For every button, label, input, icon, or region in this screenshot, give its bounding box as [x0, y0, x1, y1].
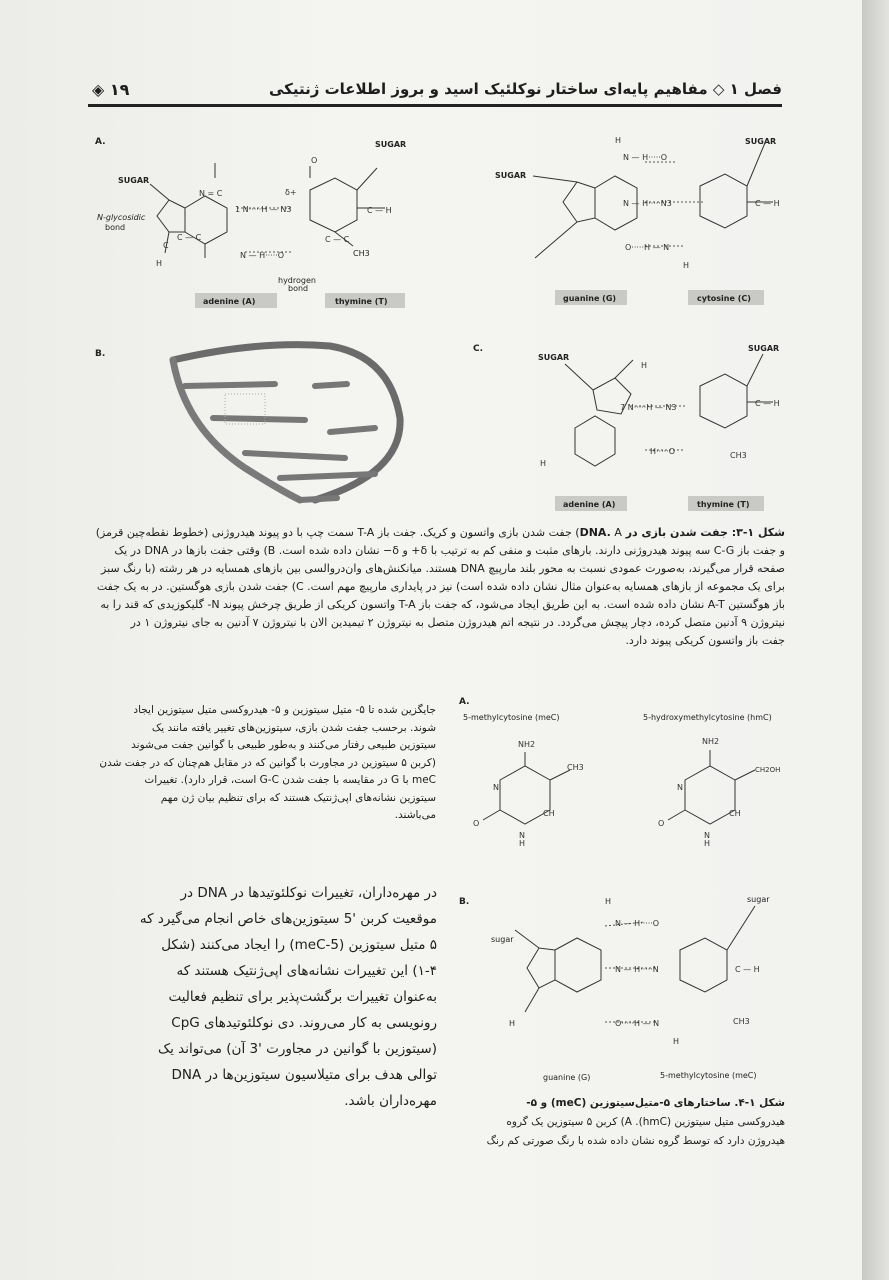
body-paragraph [85, 880, 437, 1114]
fig4-sugar-label-2: sugar [747, 895, 770, 904]
chapter-title: فصل ۱ ◇ مفاهیم پایه‌ای ساختار نوکلئیک اسید و بروز اطلاعات ژنتیکی [268, 80, 782, 98]
fig3-cytosine-label: cytosine (C) [697, 294, 751, 303]
fig3-ch3-label: CH3 [353, 249, 370, 258]
fig3-thymine-label-2: thymine (T) [697, 500, 750, 509]
figure-1-4 [455, 692, 785, 1084]
header-rule [88, 104, 782, 107]
svg-text:H: H [156, 259, 163, 268]
svg-text:H: H [704, 839, 711, 848]
fig3-sugar-label-2: SUGAR [375, 140, 407, 149]
running-header [88, 76, 782, 106]
page-number-value: ۱۹ [109, 80, 130, 99]
svg-text:C — C: C — C [325, 235, 350, 244]
fig3-panel-c-label: C. [473, 344, 484, 354]
svg-text:CH: CH [543, 809, 555, 818]
svg-text:H: H [509, 1019, 516, 1028]
fig3-hydrogen-label: hydrogen [278, 276, 316, 285]
fig3-sugar-label-6: SUGAR [748, 344, 780, 353]
side-line: شوند. برحسب جفت شدن بازی، سیتوزین‌های تغییر یافته مانند یک [151, 721, 436, 734]
body-line: رونویسی به کار می‌روند. دی نوکلئوتیدهای CpG [171, 1015, 437, 1031]
fig4-caption-line: هیدروکسی متیل سیتوزین (hmC). A) کربن ۵ سیتوزین یک گروه [506, 1116, 785, 1128]
svg-text:H: H [605, 897, 612, 906]
svg-text:1 N·····H — N3: 1 N·····H — N3 [235, 205, 292, 214]
methylcytosine-structures [483, 750, 755, 824]
body-line: موقعیت کربن '5 سیتوزین‌های خاص انجام می‌گیرد که [139, 911, 437, 927]
fig3-bond-label: bond [105, 223, 126, 232]
fig4-hmc-label: 5-hydroxymethylcytosine (hmC) [643, 713, 772, 722]
figure-1-3 [85, 128, 785, 518]
caption-line: برای یک مجموعه از بازهای همسایه به‌عنوان مثال نشان داده شده است) نیز در پایداری مارپیچ مهم است. C) جفت شدن بازی هوگستین. در به یک جفت [96, 580, 785, 593]
fig4-nh2-label: NH2 [518, 740, 536, 749]
fig4-panel-b-label: B. [459, 897, 470, 907]
caption-line [93, 524, 785, 542]
body-line: به‌عنوان تغییرات برگشت‌پذیر برای تنظیم فعالیت [168, 989, 437, 1005]
side-line: جایگزین شده تا ۵- متیل سیتوزین و ۵- هیدروکسی متیل سیتوزین ایجاد [133, 704, 436, 716]
svg-text:O·····H — N: O·····H — N [615, 1019, 660, 1028]
svg-text:N: N [677, 783, 683, 792]
svg-text:C — H: C — H [367, 206, 392, 215]
svg-text:H: H [683, 261, 690, 270]
fig4-caption-line: هیدروژن دارد که توسط گروه نشان داده شده با رنگ صورتی کم رنگ [486, 1135, 785, 1147]
svg-text:CH3: CH3 [567, 763, 584, 772]
figure-1-4-caption [455, 1094, 785, 1151]
side-line: meC با G در مقایسه با جفت شدن G-C است، قرار دارد). تغییرات [144, 774, 436, 786]
svg-text:C — H: C — H [755, 199, 780, 208]
side-paragraph [90, 702, 436, 825]
fig3-sugar-label-5: SUGAR [538, 353, 570, 362]
caption-line: نیتروژن ۹ آدنین متصل کرده، دچار پیچش می‌گردد. در نتیجه اتم هیدروژن متصل به نیتروژن ۲ تیمیدین الان با نیتروژن ۷ آدنین به جای نیتروژن ۱ در [130, 616, 785, 629]
fig4-caption-line: شکل ۱-۴. ساختارهای ۵-متیل‌سیتوزین (meC) و ۵- [526, 1097, 785, 1109]
svg-text:C — C: C — C [177, 233, 202, 242]
svg-text:N — H·····O: N — H·····O [623, 153, 668, 162]
page-edge [862, 0, 889, 1280]
svg-text:O: O [658, 819, 665, 828]
svg-text:N — H·····N: N — H·····N [615, 965, 659, 974]
svg-text:H: H [673, 1037, 680, 1046]
fig3-glycosidic-label: N-glycosidic [97, 213, 146, 222]
fig4-sugar-label: sugar [491, 935, 514, 944]
caption-line: باز هوگستین A-T نشان داده شده است. به این طریق ایجاد می‌شود، که جفت باز T-A واتسون کریکی از طریق چرخش پیوند N- گلیکوزیدی که قند را به [100, 598, 785, 611]
svg-text:C — H: C — H [735, 965, 760, 974]
svg-text:CH: CH [729, 809, 741, 818]
svg-text:O: O [473, 819, 480, 828]
svg-text:CH3: CH3 [733, 1017, 750, 1026]
fig4-ch2oh-label: CH2OH [755, 766, 781, 774]
caption-line: و جفت باز C-G سه پیوند هیدروژنی دارند. بارهای مثبت و منفی کم به ترتیب با δ+ و δ− نشان داده شده است. B) وقتی جفت بازها در DNA در یک [114, 544, 785, 557]
body-line: ۵ متیل سیتوزین (5-meC) را ایجاد می‌کنند (شکل [161, 937, 437, 953]
side-line: سیتوزین نشانه‌های اپی‌ژنتیک هستند که برای تنظیم بیان ژن مهم [160, 791, 436, 804]
fig3-panel-a-label: A. [95, 137, 106, 147]
fig3-adenine-label-2: adenine (A) [563, 500, 616, 509]
svg-text:N — H·····O: N — H·····O [240, 251, 285, 260]
caption-line-text: A) جفت شدن بازی واتسون و کریک. جفت باز T-A سمت چپ با دو پیوند هیدروژنی (خطوط نقطه‌چین قرمز) [95, 526, 622, 539]
dna-helix-illustration [173, 345, 400, 500]
body-line: در مهره‌داران، تغییرات نوکلئوتیدها در DNA در [180, 885, 437, 901]
side-line: می‌باشند. [394, 809, 436, 821]
fig4-nh2-label-2: NH2 [702, 737, 720, 746]
svg-text:C — H: C — H [755, 399, 780, 408]
svg-text:H·····O: H·····O [650, 447, 676, 456]
fig4-panel-a-label: A. [459, 697, 470, 707]
fig3-thymine-label: thymine (T) [335, 297, 388, 306]
svg-text:H: H [615, 136, 622, 145]
fig3-hbond-label: bond [288, 284, 309, 293]
fig3-guanine-label: guanine (G) [563, 294, 617, 303]
diamond-marker-icon: ◈ [92, 80, 105, 99]
svg-text:O·····H — N: O·····H — N [625, 243, 670, 252]
caption-title: شکل ۱-۳: جفت شدن بازی در DNA. [579, 526, 785, 539]
body-line: توالی هدف برای متیلاسیون سیتوزین‌ها در DNA [171, 1067, 437, 1083]
body-line: ۱-۴) این تغییرات نشانه‌های اپی‌ژنتیک هستند که [176, 963, 437, 979]
page-number [92, 80, 129, 99]
svg-text:N — H·····O: N — H·····O [615, 919, 660, 928]
svg-text:N: N [519, 831, 525, 840]
fig3-sugar-label-3: SUGAR [495, 171, 527, 180]
svg-text:H: H [519, 839, 526, 848]
svg-text:N — H·····N3: N — H·····N3 [623, 199, 672, 208]
fig3-adenine-label: adenine (A) [203, 297, 256, 306]
svg-text:C: C [163, 241, 169, 250]
fig3-sugar-label: SUGAR [118, 176, 150, 185]
body-line: (سیتوزین با گوانین در مجاورت '3 آن) می‌تواند یک [158, 1041, 437, 1057]
side-line: سیتوزین طبیعی رفتار می‌کنند و به‌طور طبیعی با گوانین جفت می‌شوند [131, 739, 436, 751]
fig4-guanine-label: guanine (G) [543, 1073, 591, 1082]
svg-text:N = C: N = C [199, 189, 223, 198]
svg-text:N: N [493, 783, 499, 792]
svg-text:CH3: CH3 [730, 451, 747, 460]
svg-text:N: N [704, 831, 710, 840]
svg-text:O: O [311, 156, 318, 165]
svg-text:δ+: δ+ [285, 188, 297, 197]
side-line: (کربن ۵ سیتوزین در مجاورت با گوانین که در مقابل هم‌چنان که در جفت شدن [99, 756, 436, 769]
fig4-mec-label: 5-methylcytosine (meC) [463, 713, 560, 722]
fig3-panel-b-label: B. [95, 349, 106, 359]
fig4-mec-label-2: 5-methylcytosine (meC) [660, 1071, 757, 1080]
caption-line: جفت باز واتسون کریکی پیوند دارد. [625, 634, 785, 647]
svg-text:7 N·····H — N3: 7 N·····H — N3 [620, 403, 677, 412]
svg-text:H: H [540, 459, 547, 468]
caption-line: صفحه قرار می‌گیرند، به‌صورت عمودی نسبت به محور بلند مارپیچ DNA هستند. میانکنش‌های وان‌دروالسی بین بازهای همسایه در هر رشته (با رنگ سبز [101, 562, 785, 575]
svg-text:H: H [641, 361, 648, 370]
fig3-sugar-label-4: SUGAR [745, 137, 777, 146]
body-line: مهره‌داران باشد. [344, 1093, 437, 1109]
figure-1-3-caption [93, 524, 785, 650]
